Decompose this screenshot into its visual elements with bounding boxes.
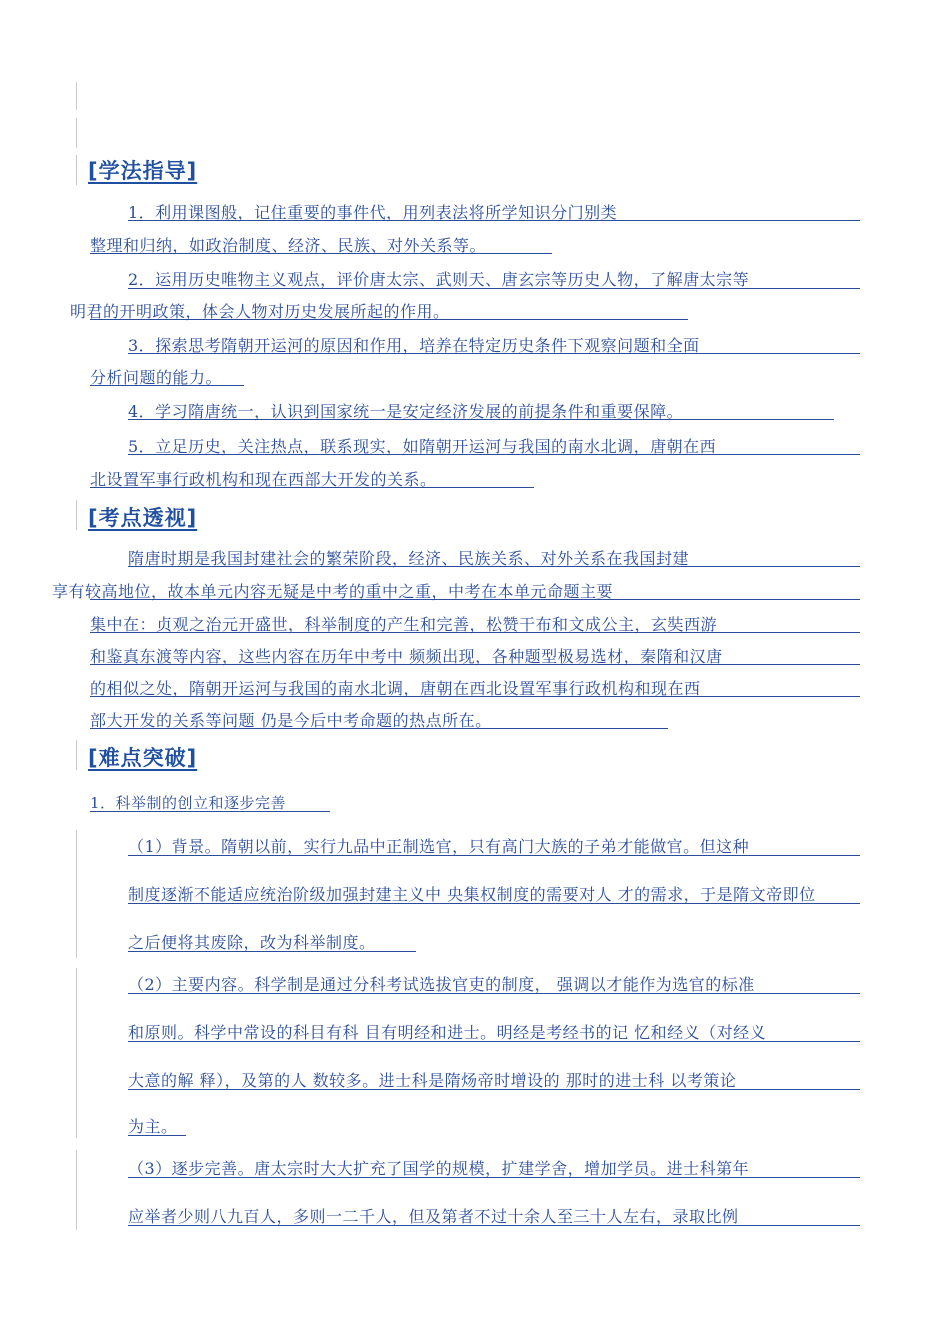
underline [90,632,860,633]
nandian-p2-line: （2）主要内容。科学制是通过分科考试选拔官吏的制度， 强调以才能作为选官的标准 [128,975,755,994]
xuefa-item-1-line2: 整理和归纳，如政治制度、经济、民族、对外关系等。 [90,236,487,255]
underline [90,811,330,812]
nandian-p1-line: 之后便将其废除，改为科举制度。 [128,933,376,952]
nandian-p2-line: 大意的解 释），及第的人 数较多。进士科是隋炀帝时增设的 那时的进士科 以考策论 [128,1071,737,1090]
margin-bar [76,82,77,110]
xuefa-item-3-line1: 3．探索思考隋朝开运河的原因和作用，培养在特定历史条件下观察问题和全面 [128,336,700,355]
underline [128,855,860,856]
underline [90,728,668,729]
underline [90,487,534,488]
xuefa-item-4-line1: 4．学习隋唐统一，认识到国家统一是安定经济发展的前提条件和重要保障。 [128,402,684,421]
xuefa-item-5-line1: 5．立足历史，关注热点，联系现实，如隋朝开运河与我国的南水北调，唐朝在西 [128,437,717,456]
underline [90,599,860,600]
underline [128,1177,860,1178]
kaodian-line: 享有较高地位，故本单元内容无疑是中考的重中之重，中考在本单元命题主要 [52,582,614,601]
kaodian-line: 隋唐时期是我国封建社会的繁荣阶段，经济、民族关系、对外关系在我国封建 [128,549,690,568]
xuefa-item-2-line1: 2．运用历史唯物主义观点，评价唐太宗、武则天、唐玄宗等历史人物，了解唐太宗等 [128,270,750,289]
kaodian-line: 的相似之处，隋朝开运河与我国的南水北调，唐朝在西北设置军事行政机构和现在西 [90,679,701,698]
nandian-p2-line: 和原则。科学中常设的科目有科 目有明经和进士。明经是考经书的记 忆和经义（对经义 [128,1023,767,1042]
underline [90,664,860,665]
underline [90,385,244,386]
nandian-p3-line: 应举者少则八九百人，多则一二千人，但及第者不过十余人至三十人左右，录取比例 [128,1207,739,1226]
nandian-p1-line: （1）背景。隋朝以前，实行九品中正制选官，只有高门大族的子弟才能做官。但这种 [128,837,750,856]
section-title-nandian: [难点突破] [88,746,198,770]
underline [128,1225,860,1226]
underline [128,1135,186,1136]
underline [128,566,860,567]
margin-bar [76,155,77,185]
xuefa-item-5-line2: 北设置军事行政机构和现在西部大开发的关系。 [90,470,437,489]
margin-bar [76,500,77,530]
kaodian-line: 集中在：贞观之治元开盛世，科举制度的产生和完善，松赞干布和文成公主，玄奘西游 [90,615,718,634]
margin-bar [76,830,77,958]
underline [90,253,552,254]
underline [128,951,416,952]
underline [128,903,860,904]
underline [90,319,688,320]
section-title-xuefa: [学法指导] [88,159,198,183]
underline [128,454,860,455]
xuefa-item-2-line2: 明君的开明政策，体会人物对历史发展所起的作用。 [70,302,450,321]
margin-bar [76,118,77,148]
margin-bar [76,740,77,770]
nandian-p2-line: 为主。 [128,1117,178,1136]
underline [128,353,860,354]
kaodian-line: 部大开发的关系等问题 仍是今后中考命题的热点所在。 [90,711,492,730]
underline [128,1041,860,1042]
section-title-kaodian: [考点透视] [88,506,198,530]
underline [128,288,860,289]
underline [128,993,860,994]
kaodian-line: 和鉴真东渡等内容，这些内容在历年中考中 频频出现，各种题型极易选材，秦隋和汉唐 [90,647,723,666]
margin-bar [76,968,77,1138]
underline [128,1089,860,1090]
underline [128,220,860,221]
underline [90,696,860,697]
nandian-p1-line: 制度逐渐不能适应统治阶级加强封建主义中 央集权制度的需要对人 才的需求，于是隋文帝即位 [128,885,816,904]
xuefa-item-1-line1: 1．利用课图般，记住重要的事件代，用列表法将所学知识分门别类 [128,203,618,222]
underline [128,419,834,420]
margin-bar [76,1150,77,1230]
nandian-subtitle: 1．科举制的创立和逐步完善 [90,794,287,812]
nandian-p3-line: （3）逐步完善。唐太宗时大大扩充了国学的规模，扩建学舍，增加学员。进士科第年 [128,1159,750,1178]
xuefa-item-3-line2: 分析问题的能力。 [90,368,223,387]
